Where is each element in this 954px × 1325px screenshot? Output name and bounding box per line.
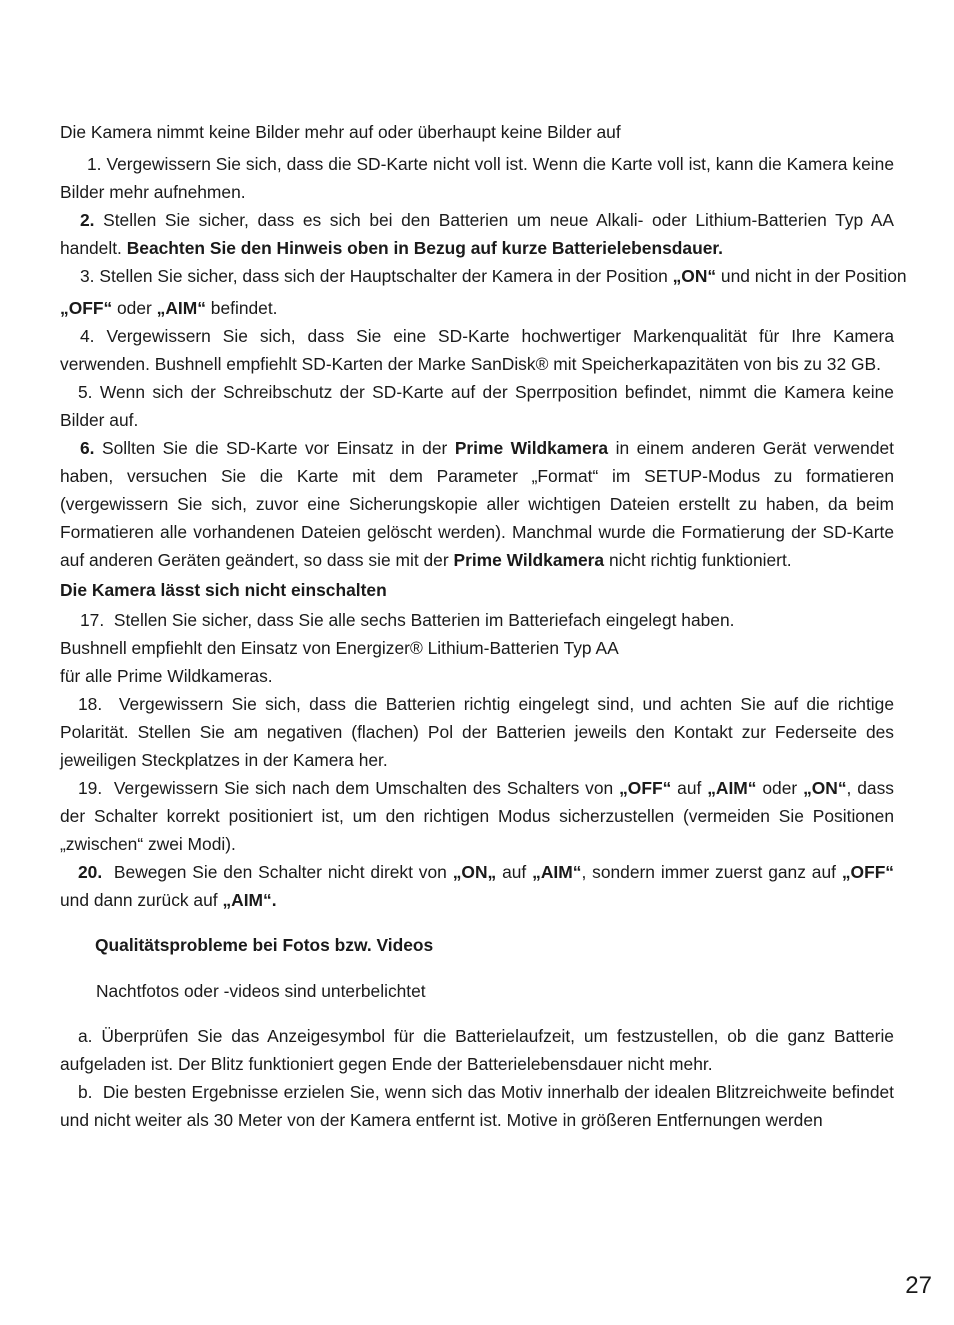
battery-note-line-1: Bushnell empfiehlt den Einsatz von Energizer® Lithium-Batterien Typ AA bbox=[60, 638, 619, 658]
item-text: Bewegen Sie den Schalter nicht direkt von bbox=[113, 862, 447, 882]
list-item-19 bbox=[60, 774, 894, 858]
list-item-17 bbox=[60, 606, 894, 634]
section-heading-quality: Qualitätsprobleme bei Fotos bzw. Videos bbox=[95, 935, 434, 956]
product-name: Prime Wildkamera bbox=[454, 438, 609, 458]
section-heading-power: Die Kamera lässt sich nicht einschalten bbox=[60, 580, 387, 600]
intro-text: Die Kamera nimmt keine Bilder mehr auf oder überhaupt keine Bilder auf bbox=[60, 122, 621, 142]
document-page bbox=[60, 118, 907, 1134]
item-note: Beachten Sie den Hinweis oben in Bezug auf kurze Batterielebensdauer. bbox=[126, 238, 724, 258]
item-text: Vergewissern Sie sich, dass Sie eine SD-Karte hochwertiger Markenqualität für Ihre Kamera verwenden. Bushnell empfiehlt SD-Karten der Marke SanDisk® mit Speicherkapazitäten von bis zu 32 GB. bbox=[60, 326, 894, 374]
item-text: und nicht in der Position bbox=[720, 266, 907, 286]
section-intro bbox=[60, 118, 894, 146]
item-number: 1. bbox=[87, 154, 102, 174]
switch-on-label: „ON“ bbox=[803, 778, 847, 798]
item-text: auf bbox=[677, 778, 702, 798]
switch-on-label: „ON„ bbox=[452, 862, 497, 882]
item-text: Vergewissern Sie sich, dass die Batterien richtig eingelegt sind, und achten Sie auf die richtige Polarität. Stellen Sie am negativen (flachen) Pol der Batterien jeweils den Kontakt zur Federseite des jeweiligen Steckplatzes in der Kamera her. bbox=[60, 694, 894, 770]
item-text: in einem anderen Gerät verwendet haben, versuchen Sie die Karte mit dem Parameter „Format“ im SETUP-Modus zu formatieren (vergewissern Sie sich, zuvor eine Sicherungskopie aller wichtigen Dateien erstellt zu haben, da beim Formatieren alle vorhandenen Dateien gelöscht werden). Manchmal wurde die Formatierung der SD-Karte auf anderen Geräten geändert, so dass sie mit der bbox=[60, 438, 895, 570]
switch-aim-label: „AIM“ bbox=[156, 298, 206, 318]
switch-off-label: „OFF“ bbox=[60, 298, 113, 318]
item-text: Die besten Ergebnisse erzielen Sie, wenn sich das Motiv innerhalb der idealen Blitzreichweite befindet und nicht weiter als 30 Meter von der Kamera entfernt ist. Motive in größeren Entfernungen werden bbox=[60, 1082, 894, 1131]
item-text: und dann zurück auf bbox=[60, 890, 218, 910]
list-item-1 bbox=[60, 150, 894, 206]
item-number: 19. bbox=[78, 778, 103, 798]
battery-note-line-2: für alle Prime Wildkameras. bbox=[60, 666, 273, 686]
item-number: 17. bbox=[80, 610, 105, 630]
switch-on-label: „ON“ bbox=[672, 266, 717, 286]
item-number: 2. bbox=[80, 210, 95, 230]
item-text: Stellen Sie sicher, dass es sich bei den Batterien um neue Alkali- oder Lithium-Batterien Typ AA handelt. bbox=[60, 210, 894, 258]
list-item-3 bbox=[60, 265, 942, 288]
list-item-2 bbox=[60, 206, 894, 262]
switch-aim-label: „AIM“ bbox=[707, 778, 757, 798]
list-item-20 bbox=[60, 858, 894, 914]
item-text: Stellen Sie sicher, dass sich der Hauptschalter der Kamera in der Position bbox=[99, 266, 668, 286]
list-item-a bbox=[60, 1022, 894, 1078]
item-text: Wenn sich der Schreibschutz der SD-Karte auf der Sperrposition befindet, nimmt die Kamera keine Bilder auf. bbox=[60, 382, 894, 430]
item-text: oder bbox=[117, 298, 152, 318]
item-number: 20. bbox=[78, 862, 103, 882]
item-text: oder bbox=[762, 778, 798, 798]
item-text: auf bbox=[502, 862, 527, 882]
item-text: befindet. bbox=[210, 298, 278, 318]
item-number: 18. bbox=[78, 694, 103, 714]
list-item-b bbox=[60, 1078, 894, 1134]
switch-off-label: „OFF“ bbox=[619, 778, 672, 798]
subsection-night-photos: Nachtfotos oder -videos sind unterbelichtet bbox=[96, 980, 426, 1001]
item-number: a. bbox=[78, 1026, 93, 1047]
item-number: b. bbox=[78, 1082, 93, 1103]
list-item-5 bbox=[60, 378, 894, 434]
item-text: Vergewissern Sie sich nach dem Umschalten des Schalters von bbox=[113, 778, 614, 798]
product-name: Prime Wildkamera bbox=[453, 550, 605, 570]
item-text: nicht richtig funktioniert. bbox=[608, 550, 792, 570]
list-item-4 bbox=[60, 322, 894, 378]
item-text: , dass der Schalter korrekt positioniert ist, um den richtigen Modus sicherzustellen (vermeiden Sie Positionen „zwischen“ zwei Modi). bbox=[60, 778, 894, 854]
list-item-18 bbox=[60, 690, 894, 774]
item-text: Überprüfen Sie das Anzeigesymbol für die Batterielaufzeit, um festzustellen, ob die ganz Batterie aufgeladen ist. Der Blitz funktioniert gegen Ende der Batterielebensdauer nicht mehr. bbox=[60, 1026, 894, 1075]
switch-aim-label: „AIM“. bbox=[222, 890, 277, 910]
list-item-3-cont bbox=[60, 294, 894, 322]
item-text: , sondern immer zuerst ganz auf bbox=[581, 862, 836, 882]
switch-off-label: „OFF“ bbox=[841, 862, 895, 882]
page-number: 27 bbox=[905, 1272, 932, 1299]
item-text: Sollten Sie die SD-Karte vor Einsatz in der bbox=[102, 438, 448, 458]
list-item-6 bbox=[60, 434, 894, 574]
item-number: 6. bbox=[80, 438, 95, 458]
item-text: Stellen Sie sicher, dass Sie alle sechs Batterien im Batteriefach eingelegt haben. bbox=[113, 610, 735, 630]
item-text: Vergewissern Sie sich, dass die SD-Karte nicht voll ist. Wenn die Karte voll ist, kann die Kamera keine Bilder mehr aufnehmen. bbox=[60, 154, 894, 202]
item-number: 4. bbox=[80, 326, 95, 346]
switch-aim-label: „AIM“ bbox=[532, 862, 582, 882]
item-number: 5. bbox=[78, 382, 93, 402]
item-number: 3. bbox=[80, 266, 95, 286]
